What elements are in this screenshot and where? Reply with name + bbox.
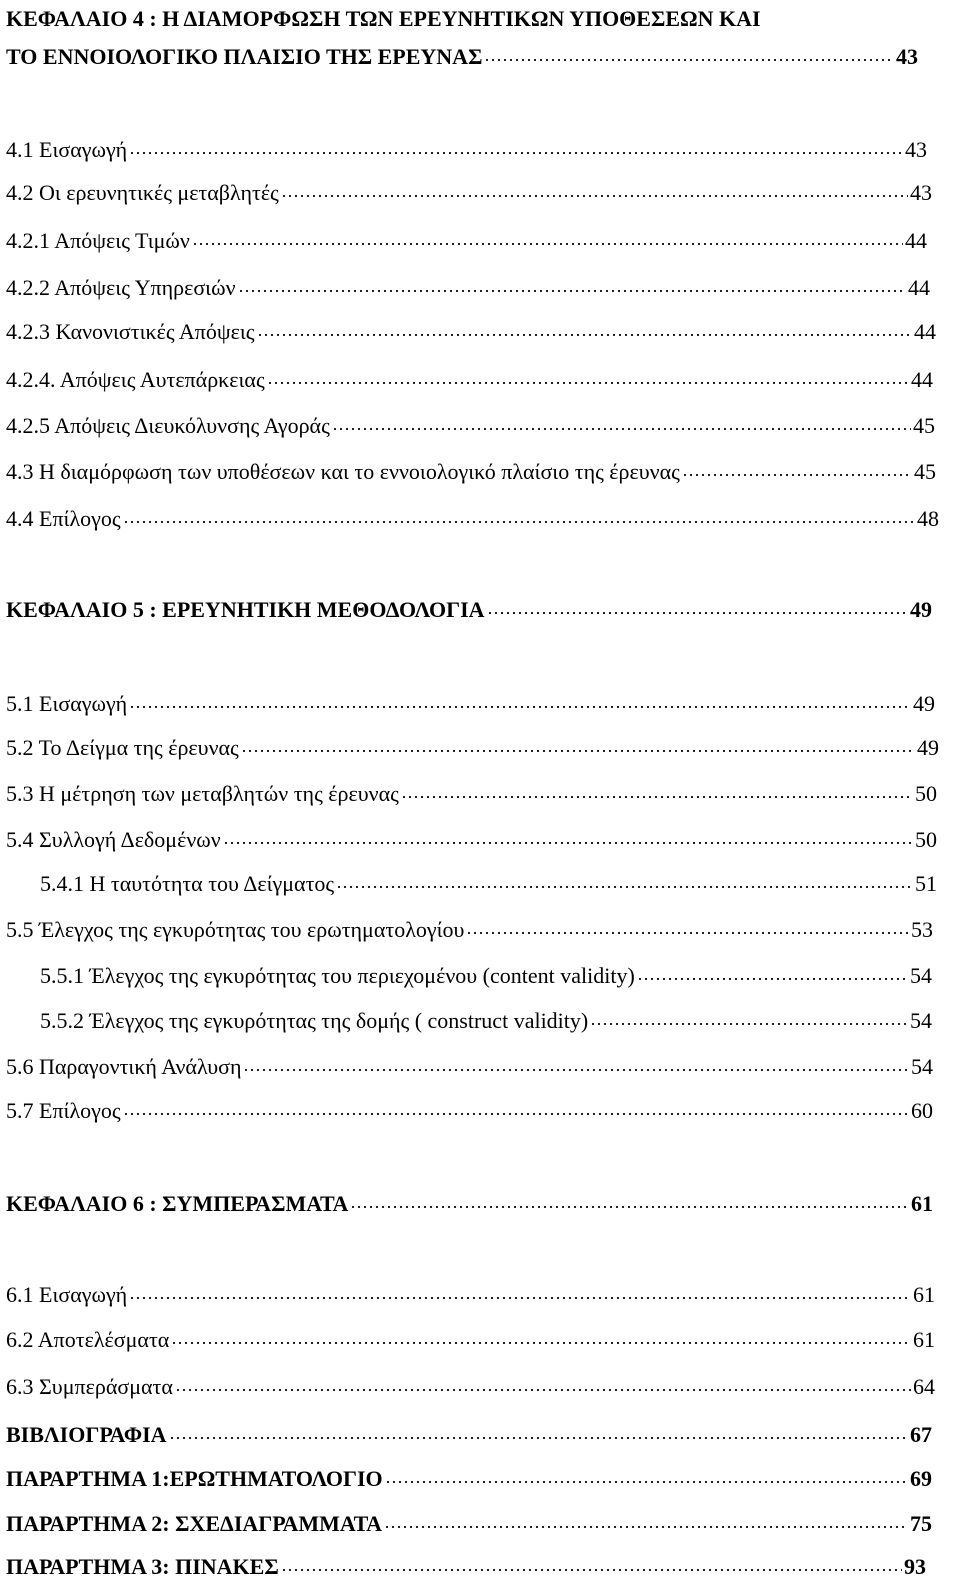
- toc-entry-label: ΠΑΡΑΡΤΗΜΑ 2: ΣΧΕΔΙΑΓΡΑΜΜΑΤΑ: [6, 1511, 383, 1536]
- toc-entry-label: 5.5 Έλεγχος της εγκυρότητας του ερωτηματολογίου: [6, 917, 465, 942]
- toc-page-number: 49: [910, 597, 932, 622]
- toc-entry-label: 4.2.5 Απόψεις Διευκόλυνσης Αγοράς: [6, 413, 330, 438]
- toc-entry-label: 4.3 Η διαμόρφωση των υποθέσεων και το εννοιολογικό πλαίσιο της έρευνας: [6, 459, 680, 484]
- toc-entry: [6, 363, 933, 397]
- dot-leader: [487, 595, 908, 617]
- toc-page-number: 54: [911, 1054, 933, 1079]
- toc-entry: [6, 224, 927, 258]
- dot-leader: [637, 961, 908, 983]
- toc-chapter-heading: [6, 1418, 932, 1452]
- toc-page-number: 60: [911, 1098, 933, 1123]
- toc-entry-label: ΤΟ ΕΝΝΟΙΟΛΟΓΙΚΟ ΠΛΑΙΣΙΟ ΤΗΣ ΕΡΕΥΝΑΣ: [6, 44, 483, 69]
- toc-page-number: 67: [910, 1422, 932, 1447]
- dot-leader: [336, 869, 913, 891]
- toc-page-number: 54: [910, 1008, 932, 1033]
- toc-entry-label: 4.2.3 Κανονιστικές Απόψεις: [6, 319, 255, 344]
- toc-entry-label: 4.2.1 Απόψεις Τιμών: [6, 228, 190, 253]
- toc-chapter-heading: [6, 2, 946, 36]
- dot-leader: [129, 689, 911, 711]
- toc-page-number: 69: [910, 1466, 932, 1491]
- dot-leader: [243, 1052, 909, 1074]
- toc-page-number: 93: [904, 1554, 926, 1579]
- dot-leader: [682, 457, 912, 479]
- toc-entry-label: ΒΙΒΛΙΟΓΡΑΦΙΑ: [6, 1422, 167, 1447]
- toc-page-number: 48: [917, 506, 939, 531]
- toc-entry: [6, 271, 930, 305]
- dot-leader: [175, 1372, 911, 1394]
- toc-page-number: 45: [913, 413, 935, 438]
- toc-entry: [6, 409, 935, 443]
- toc-entry-label: 4.2 Οι ερευνητικές μεταβλητές: [6, 180, 279, 205]
- toc-page-number: 44: [905, 228, 927, 253]
- toc-entry: [6, 1370, 935, 1404]
- dot-leader: [169, 1420, 908, 1442]
- toc-entry-label: 6.2 Αποτελέσματα: [6, 1327, 170, 1352]
- toc-page-number: 53: [911, 917, 933, 942]
- toc-entry: [6, 731, 939, 765]
- toc-entry-label: 4.1 Εισαγωγή: [6, 137, 128, 162]
- dot-leader: [350, 1189, 909, 1211]
- toc-page-number: 49: [913, 691, 935, 716]
- toc-entry-label: 6.1 Εισαγωγή: [6, 1282, 128, 1307]
- toc-entry-label: 5.5.2 Έλεγχος της εγκυρότητας της δομής ( construct validity): [40, 1008, 589, 1033]
- toc-entry: [6, 687, 935, 721]
- dot-leader: [385, 1464, 908, 1486]
- dot-leader: [384, 1509, 908, 1531]
- toc-entry-label: ΠΑΡΑΡΤΗΜΑ 1:ΕΡΩΤΗΜΑΤΟΛΟΓΙΟ: [6, 1466, 383, 1491]
- toc-chapter-heading: [6, 40, 918, 74]
- dot-leader: [192, 226, 903, 248]
- dot-leader: [171, 1325, 911, 1347]
- toc-chapter-heading: [6, 1462, 932, 1496]
- dot-leader: [484, 42, 894, 64]
- toc-page-number: 44: [914, 319, 936, 344]
- toc-page-number: 43: [896, 44, 918, 69]
- toc-page-number: 44: [911, 367, 933, 392]
- dot-leader: [223, 825, 913, 847]
- dot-leader: [129, 1280, 911, 1302]
- toc-chapter-heading: [6, 1187, 933, 1221]
- toc-entry: [6, 823, 937, 857]
- toc-entry: [6, 502, 939, 536]
- toc-chapter-heading: [6, 593, 932, 627]
- toc-page-number: 44: [908, 275, 930, 300]
- toc-entry-label: ΚΕΦΑΛΑΙΟ 5 : ΕΡΕΥΝΗΤΙΚΗ ΜΕΘΟΔΟΛΟΓΙΑ: [6, 597, 485, 622]
- toc-entry-label: 4.4 Επίλογος: [6, 506, 121, 531]
- toc-entry: [6, 133, 927, 167]
- toc-entry-label: 5.5.1 Έλεγχος της εγκυρότητας του περιεχομένου (content validity): [40, 963, 635, 988]
- toc-page-number: 54: [910, 963, 932, 988]
- toc-entry-label: 5.3 Η μέτρηση των μεταβλητών της έρευνας: [6, 781, 399, 806]
- toc-page-number: 51: [915, 871, 937, 896]
- toc-entry: [6, 315, 936, 349]
- dot-leader: [238, 273, 906, 295]
- toc-entry: [6, 913, 933, 947]
- toc-entry: [6, 1278, 935, 1312]
- toc-page-number: 61: [913, 1327, 935, 1352]
- dot-leader: [281, 178, 908, 200]
- toc-entry-label: ΚΕΦΑΛΑΙΟ 6 : ΣΥΜΠΕΡΑΣΜΑΤΑ: [6, 1191, 349, 1216]
- toc-page-number: 64: [913, 1374, 935, 1399]
- toc-entry-label: ΚΕΦΑΛΑΙΟ 4 : Η ΔΙΑΜΟΡΦΩΣΗ ΤΩΝ ΕΡΕΥΝΗΤΙΚΩΝ ΥΠΟΘΕΣΕΩΝ ΚΑΙ: [6, 6, 761, 31]
- dot-leader: [241, 733, 915, 755]
- toc-entry: [40, 867, 937, 901]
- toc-entry-label: 5.4.1 Η ταυτότητα του Δείγματος: [40, 871, 335, 896]
- toc-chapter-heading: [6, 1550, 926, 1584]
- toc-entry: [6, 176, 932, 210]
- toc-entry: [6, 1323, 935, 1357]
- dot-leader: [281, 1552, 902, 1574]
- toc-page-number: 45: [914, 459, 936, 484]
- dot-leader: [401, 779, 913, 801]
- toc-entry: [6, 1050, 933, 1084]
- toc-entry-label: 5.7 Επίλογος: [6, 1098, 121, 1123]
- toc-entry-label: 4.2.2 Απόψεις Υπηρεσιών: [6, 275, 236, 300]
- dot-leader: [129, 135, 903, 157]
- toc-page-number: 50: [915, 781, 937, 806]
- dot-leader: [123, 1096, 909, 1118]
- dot-leader: [123, 504, 915, 526]
- toc-chapter-heading: [6, 1507, 932, 1541]
- toc-page-number: 43: [905, 137, 927, 162]
- toc-entry-label: 4.2.4. Απόψεις Αυτεπάρκειας: [6, 367, 265, 392]
- toc-page-number: 75: [910, 1511, 932, 1536]
- toc-page-number: 49: [917, 735, 939, 760]
- dot-leader: [332, 411, 911, 433]
- toc-entry-label: 5.4 Συλλογή Δεδομένων: [6, 827, 221, 852]
- dot-leader: [257, 317, 913, 339]
- toc-entry-label: ΠΑΡΑΡΤΗΜΑ 3: ΠΙΝΑΚΕΣ: [6, 1554, 279, 1579]
- toc-entry: [6, 455, 936, 489]
- dot-leader: [267, 365, 909, 387]
- toc-page-number: 61: [913, 1282, 935, 1307]
- toc-entry: [40, 1004, 932, 1038]
- dot-leader: [466, 915, 909, 937]
- toc-entry: [6, 1094, 933, 1128]
- toc-entry: [40, 959, 932, 993]
- toc-entry: [6, 777, 937, 811]
- toc-page-number: 43: [910, 180, 932, 205]
- toc-page-number: 61: [911, 1191, 933, 1216]
- dot-leader: [590, 1006, 908, 1028]
- toc-entry-label: 5.1 Εισαγωγή: [6, 691, 128, 716]
- toc-entry-label: 5.2 Το Δείγμα της έρευνας: [6, 735, 239, 760]
- toc-entry-label: 6.3 Συμπεράσματα: [6, 1374, 173, 1399]
- toc-page-number: 50: [915, 827, 937, 852]
- toc-entry-label: 5.6 Παραγοντική Ανάλυση: [6, 1054, 242, 1079]
